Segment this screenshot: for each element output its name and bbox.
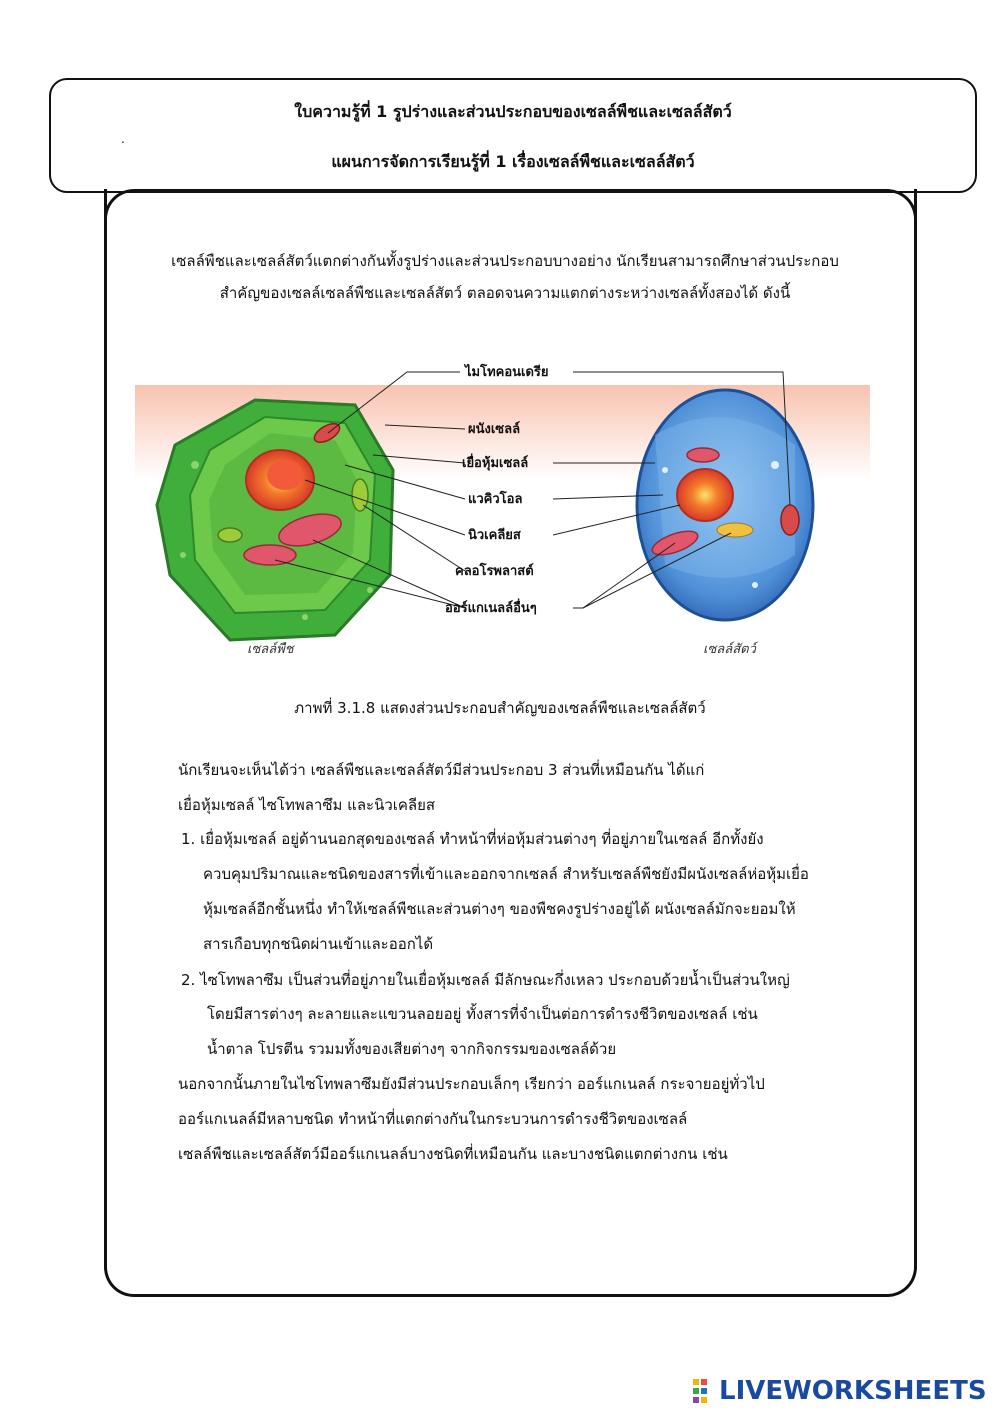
item-1-line-3: หุ้มเซลล์อีกชั้นหนึ่ง ทำให้เซลล์พืชและส่วนต่างๆ ของพืชคงรูปร่างอยู่ได้ ผนังเซลล์มักจะยอมให้ [203,900,796,918]
paragraph-3-line-2: ออร์แกเนลล์มีหลาบชนิด ทำหน้าที่แตกต่างกันในกระบวนการดำรงชีวิตของเซลล์ [178,1110,688,1128]
paragraph-3-line-3: เซลล์พืชและเซลล์สัตว์มีออร์แกเนลล์บางชนิดที่เหมือนกัน และบางชนิดแตกต่างกน เช่น [178,1145,728,1163]
item-2-line-2: โดยมีสารต่างๆ ละลายและแขวนลอยอยู่ ทั้งสารที่จำเป็นต่อการดำรงชีวิตของเซลล์ เช่น [207,1005,758,1023]
item-1-line-2: ควบคุมปริมาณและชนิดของสารที่เข้าและออกจากเซลล์ สำหรับเซลล์พืชยังมีผนังเซลล์ห่อหุ้มเยื่อ [203,865,809,883]
paragraph-1-line-2: เยื่อหุ้มเซลล์ ไซโทพลาซึม และนิวเคลียส [178,796,436,814]
liveworksheets-icon [693,1379,715,1403]
lesson-plan-subtitle: แผนการจัดการเรียนรู้ที่ 1 เรื่องเซลล์พืชและเซลล์สัตว์ [331,152,695,171]
liveworksheets-brand: LIVEWORKSHEETS [719,1376,987,1406]
cell-diagram [135,355,870,665]
intro-line-2: สำคัญของเซลล์เซลล์พืชและเซลล์สัตว์ ตลอดจนความแตกต่างระหว่างเซลล์ทั้งสองได้ ดังนี้ [219,284,791,302]
label-nucleus: นิวเคลียส [468,528,521,543]
animal-mitochondrion [781,505,799,535]
item-1-line-4: สารเกือบทุกชนิดผ่านเข้าและออกได้ [203,935,434,953]
plant-cell-caption: เซลล์พืช [247,642,294,657]
label-other-organelles: ออร์แกเนลล์อื่นๆ [445,601,537,616]
item-2-line-1: 2. ไซโทพลาซึม เป็นส่วนที่อยู่ภายในเยื่อหุ้มเซลล์ มีลักษณะกึ่งเหลว ประกอบด้วยน้ำเป็นส่วนใหญ่ [181,971,790,989]
label-cell-wall: ผนังเซลล์ [468,422,521,437]
paragraph-1-line-1: นักเรียนจะเห็นได้ว่า เซลล์พืชและเซลล์สัตว์มีส่วนประกอบ 3 ส่วนที่เหมือนกัน ได้แก่ [178,761,705,779]
animal-cell [637,390,813,620]
figure-caption: ภาพที่ 3.1.8 แสดงส่วนประกอบสำคัญของเซลล์พืชและเซลล์สัตว์ [294,699,706,717]
label-mitochondria: ไมโทคอนเดรีย [465,365,549,380]
label-vacuole: แวคิวโอล [468,492,523,507]
item-1-line-1: 1. เยื่อหุ้มเซลล์ อยู่ด้านนอกสุดของเซลล์ ทำหน้าที่ห่อหุ้มส่วนต่างๆ ที่อยู่ภายในเซลล์ อีกทั้งยัง [181,830,764,848]
animal-nucleus [677,469,733,521]
header-box [49,78,977,193]
plant-cell [157,400,393,640]
animal-cell-caption: เซลล์สัตว์ [703,642,756,657]
worksheet-title: ใบความรู้ที่ 1 รูปร่างและส่วนประกอบของเซลล์พืชและเซลล์สัตว์ [294,102,732,121]
item-2-line-3: น้ำตาล โปรตีน รวมมทั้งของเสียต่างๆ จากกิจกรรมของเซลล์ด้วย [207,1040,617,1058]
intro-line-1: เซลล์พืชและเซลล์สัตว์แตกต่างกันทั้งรูปร่างและส่วนประกอบบางอย่าง นักเรียนสามารถศึกษาส่วนประกอบ [171,252,839,270]
label-cell-membrane: เยื่อหุ้มเซลล์ [462,456,529,471]
liveworksheets-logo[interactable] [693,1376,987,1406]
paragraph-3-line-1: นอกจากนั้นภายในไซโทพลาซึมยังมีส่วนประกอบเล็กๆ เรียกว่า ออร์แกเนลล์ กระจายอยู่ทั่วไป [178,1075,765,1093]
stray-dot: . [121,132,125,146]
label-chloroplast: คลอโรพลาสต์ [455,564,534,579]
